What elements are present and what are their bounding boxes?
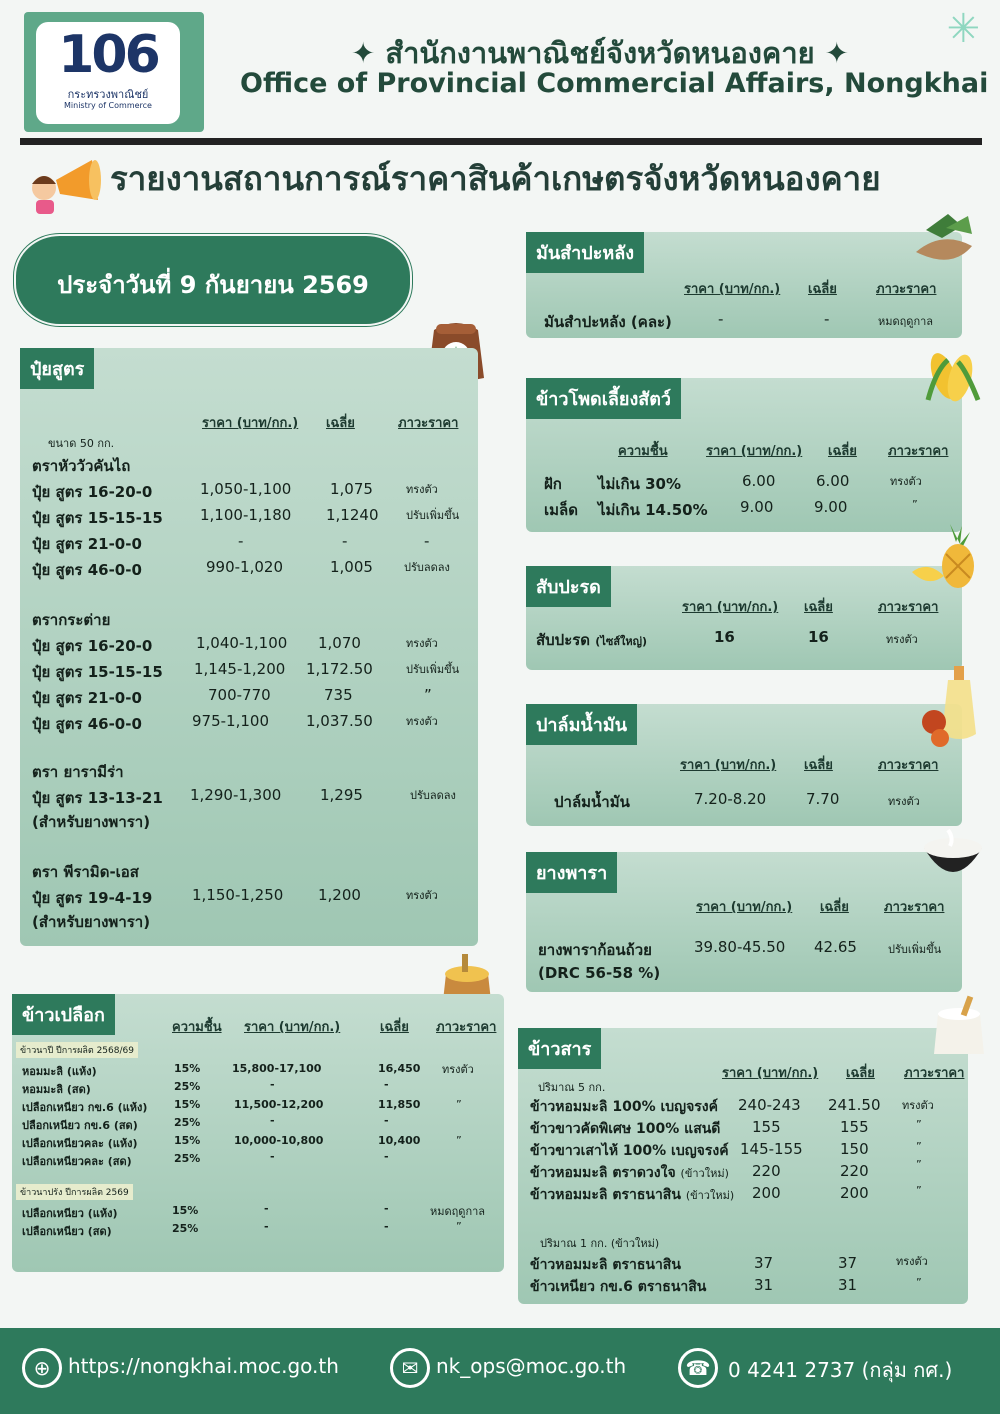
report-title: รายงานสถานการณ์ราคาสินค้าเกษตรจังหวัดหนองคาย [110,159,881,198]
row-item: ปุ๋ย สูตร 15-15-15 [32,509,163,527]
row-trend: ปรับลดลง [410,789,456,802]
row-item-main: ข้าวหอมมะลิ ตราธนาสิน [530,1187,681,1203]
header-average: เฉลี่ย [808,282,837,297]
row-trend: ” [456,1134,462,1147]
header-average: เฉลี่ย [828,444,857,459]
header-average: เฉลี่ย [846,1066,875,1081]
row-item: ข้าวขาวเสาไห้ 100% เบญจรงค์ [530,1143,729,1159]
row-trend: ” [456,1098,462,1111]
row-trend: ” [916,1118,922,1131]
row-moisture: 15% [174,1098,201,1111]
header-moisture: ความชื้น [172,1020,222,1035]
row-item: ข้าวขาวคัดพิเศษ 100% แสนดี [530,1121,721,1137]
row-item: ปุ๋ย สูตร 16-20-0 [32,483,153,501]
row-trend: ทรงตัว [888,795,920,808]
row-average: - [824,310,830,328]
quantity-note: ปริมาณ 1 กก. (ข้าวใหม่) [540,1237,660,1250]
row-trend: ” [916,1158,922,1171]
row-trend: - [424,532,430,550]
row-trend: ทรงตัว [896,1255,928,1268]
row-price: 9.00 [740,498,774,516]
row-item: ปุ๋ย สูตร 46-0-0 [32,715,142,733]
footer [0,1328,1000,1414]
row-moisture: 15% [174,1134,201,1147]
row-price: 7.20-8.20 [694,790,767,808]
row-item [536,628,647,652]
row-trend: ทรงตัว [406,889,438,902]
row-average: 200 [840,1184,869,1202]
row-average: 1,037.50 [306,712,373,730]
header-price: ราคา (บาท/กก.) [722,1066,819,1081]
row-item: เปลือกเหนียว (สด) [22,1225,112,1238]
row-item: ข้าวเหนียว กข.6 ตราธนาสิน [530,1279,707,1295]
row-price: 15,800-17,100 [232,1062,322,1075]
row-average: 1,1240 [326,506,379,524]
quantity-note: ปริมาณ 5 กก. [538,1081,606,1094]
email-link[interactable]: nk_ops@moc.go.th [436,1354,627,1378]
row-average: 1,075 [330,480,373,498]
row-average: 1,200 [318,886,361,904]
row-trend: หมดฤดูกาล [878,315,934,328]
header-average: เฉลี่ย [820,900,849,915]
row-average: 10,400 [378,1134,421,1147]
cassava-title: มันสำปะหลัง [526,232,644,273]
row-trend: ปรับเพิ่มขึ้น [406,509,460,522]
corn-title: ข้าวโพดเลี้ยงสัตว์ [526,378,681,419]
brand-name: ตราหัววัวคันไถ [32,457,131,475]
latex-bowl-icon [918,826,988,892]
header-trend: ภาวะราคา [876,282,937,297]
row-price: 16 [714,628,735,646]
phone-number[interactable]: 0 4241 2737 (กลุ่ม กศ.) [728,1358,953,1382]
row-moisture: 15% [174,1062,201,1075]
row-price: 990-1,020 [206,558,283,576]
logo-ministry-en: Ministry of Commerce [64,101,152,110]
row-average: 1,005 [330,558,373,576]
row-price: - [270,1150,275,1163]
row-trend: ” [916,1184,922,1197]
row-average: 7.70 [806,790,840,808]
row-moisture: 25% [172,1222,199,1235]
paddy-title: ข้าวเปลือก [12,994,115,1035]
brand-name: ตรา พีรามิด-เอส [32,863,139,881]
rubber-title: ยางพารา [526,852,617,893]
row-item: ปุ๋ย สูตร 21-0-0 [32,689,142,707]
globe-icon: ⊕ [22,1348,62,1388]
row-item: ปุ๋ย สูตร 21-0-0 [32,535,142,553]
row-item: ปุ๋ย สูตร 15-15-15 [32,663,163,681]
header-trend: ภาวะราคา [904,1066,965,1081]
header-price: ราคา (บาท/กก.) [244,1020,341,1035]
office-name-thai: ✦ สำนักงานพาณิชย์จังหวัดหนองคาย ✦ [351,36,849,70]
palm-oil-title: ปาล์มน้ำมัน [526,704,637,745]
row-average: 6.00 [816,472,850,490]
row-trend: ทรงตัว [406,483,438,496]
header-trend: ภาวะราคา [878,758,939,773]
brand-name: ตรากระต่าย [32,611,111,629]
row-price: - [264,1202,269,1215]
fertilizer-title: ปุ๋ยสูตร [20,348,94,389]
size-note: ขนาด 50 กก. [48,437,115,450]
row-average: 9.00 [814,498,848,516]
row-average: 37 [838,1254,858,1272]
row-item: ปุ๋ย สูตร 19-4-19 [32,889,153,907]
corn-icon [918,340,984,410]
row-trend: ทรงตัว [902,1099,934,1112]
row-average: 155 [840,1118,869,1136]
row-item-note: (ข้าวใหม่) [685,1189,735,1202]
row-trend: ” [456,1220,462,1233]
season-note: ข้าวนาปรัง ปีการผลิต 2569 [16,1184,133,1200]
row-price: 11,500-12,200 [234,1098,324,1111]
season-note: ข้าวนาปี ปีการผลิต 2568/69 [16,1042,138,1058]
row-price: - [718,310,724,328]
logo-number: 106 [58,25,158,85]
row-item: หอมมะลิ (สด) [22,1083,91,1096]
row-trend: ปรับเพิ่มขึ้น [888,943,942,956]
milled-rice-title: ข้าวสาร [518,1028,601,1069]
rice-bag-icon [928,994,990,1060]
row-price: 1,150-1,250 [192,886,284,904]
row-average: 220 [840,1162,869,1180]
row-item [530,1162,729,1184]
header-trend: ภาวะราคา [436,1020,497,1035]
row-price: - [238,532,244,550]
row-average: - [384,1202,389,1215]
website-link[interactable]: https://nongkhai.moc.go.th [68,1354,339,1378]
row-price: 1,050-1,100 [200,480,292,498]
header-average: เฉลี่ย [804,600,833,615]
row-trend: ทรงตัว [406,715,438,728]
row-average: - [384,1220,389,1233]
row-trend: ทรงตัว [406,637,438,650]
row-trend: ปรับเพิ่มขึ้น [406,663,460,676]
row-price: 1,145-1,200 [194,660,286,678]
row-average: - [384,1078,389,1091]
row-price: 975-1,100 [192,712,269,730]
row-trend: ทรงตัว [890,475,922,488]
row-moisture: 25% [174,1116,201,1129]
row-price: 39.80-45.50 [694,938,786,956]
row-item: ปาล์มน้ำมัน [554,793,630,811]
megaphone-icon [26,150,106,216]
row-moisture: ไม่เกิน 30% [598,475,682,493]
row-price: 155 [752,1118,781,1136]
fertilizer-panel [20,348,478,946]
row-item-note: (สำหรับยางพารา) [32,913,151,931]
row-price: 1,040-1,100 [196,634,288,652]
row-item: หอมมะลิ (แห้ง) [22,1065,97,1078]
row-price: 6.00 [742,472,776,490]
row-average: 16 [808,628,829,646]
report-date: ประจำวันที่ 9 กันยายน 2569 [57,271,369,299]
row-item: เปลือกเหนียวคละ (แห้ง) [22,1137,138,1150]
row-item: เปลือกเหนียว (แห้ง) [22,1207,118,1220]
row-item: ฝัก [544,475,562,493]
row-moisture: 25% [174,1152,201,1165]
row-price: 37 [754,1254,774,1272]
pineapple-icon [910,520,980,594]
header-trend: ภาวะราคา [398,416,459,431]
header-price: ราคา (บาท/กก.) [684,282,781,297]
phone-icon: ☎ [678,1348,718,1388]
row-item: ยางพาราก้อนถ้วย [538,941,652,959]
row-price: 1,290-1,300 [190,786,282,804]
header-average: เฉลี่ย [380,1020,409,1035]
header-average: เฉลี่ย [326,416,355,431]
row-item-note: (ข้าวใหม่) [680,1167,729,1180]
header-average: เฉลี่ย [804,758,833,773]
row-item: มันสำปะหลัง (คละ) [544,313,672,331]
row-item-note: (DRC 56-58 %) [538,964,661,982]
row-price: 1,100-1,180 [200,506,292,524]
row-average: - [384,1150,389,1163]
row-moisture: 15% [172,1204,199,1217]
row-average: 1,070 [318,634,361,652]
header-trend: ภาวะราคา [888,444,949,459]
row-item-note: (สำหรับยางพารา) [32,813,151,831]
header-price: ราคา (บาท/กก.) [682,600,779,615]
row-item: ปลือกเหนียว กข.6 (สด) [22,1119,138,1132]
row-item-main: สับปะรด [536,631,591,649]
header-moisture: ความชื้น [618,444,668,459]
milled-rice-panel [518,1028,968,1304]
row-average: - [342,532,348,550]
corn-panel [526,378,962,532]
header-price: ราคา (บาท/กก.) [680,758,777,773]
pineapple-title: สับปะรด [526,566,611,607]
row-price: 10,000-10,800 [234,1134,324,1147]
row-average: 31 [838,1276,858,1294]
row-item: ข้าวหอมมะลิ ตราธนาสิน [530,1257,681,1273]
logo-ministry-th: กระทรวงพาณิชย์ [67,88,149,101]
header-trend: ภาวะราคา [884,900,945,915]
row-average: 735 [324,686,353,704]
row-item: เปลือกเหนียวคละ (สด) [22,1155,132,1168]
row-average: 150 [840,1140,869,1158]
row-trend: หมดฤดูกาล [430,1205,486,1218]
row-trend: ทรงตัว [442,1063,474,1076]
row-price: 700-770 [208,686,271,704]
palm-oil-icon [918,664,982,752]
row-trend: ” [912,498,918,511]
row-price: 240-243 [738,1096,801,1114]
row-item: ปุ๋ย สูตร 46-0-0 [32,561,142,579]
row-price: 200 [752,1184,781,1202]
report-date-badge [16,236,410,324]
row-moisture: 25% [174,1080,201,1093]
header-divider [20,138,982,145]
row-item-note: (ไซส์ใหญ่) [595,635,648,648]
row-item [530,1184,734,1206]
palm-oil-panel [526,704,962,826]
pineapple-panel [526,566,962,670]
paddy-panel [12,994,504,1272]
row-price: 220 [752,1162,781,1180]
rubber-panel [526,852,962,992]
header-price: ราคา (บาท/กก.) [202,416,299,431]
row-average: 11,850 [378,1098,421,1111]
row-trend: ” [916,1140,922,1153]
row-price: - [270,1114,275,1127]
office-name-english: Office of Provincial Commercial Affairs, Nongkhai [240,68,989,99]
brand-name: ตรา ยารามีร่า [32,763,124,781]
cassava-panel [526,232,962,338]
row-trend: ” [424,686,432,704]
cassava-icon [912,208,978,274]
row-item: เมล็ด [544,501,578,519]
row-trend: ทรงตัว [886,633,918,646]
row-price: 145-155 [740,1140,803,1158]
header-trend: ภาวะราคา [878,600,939,615]
row-trend: ปรับลดลง [404,561,450,574]
sparkle-icon: ✳ [946,6,980,52]
row-average: 1,295 [320,786,363,804]
row-price: - [270,1078,275,1091]
header-price: ราคา (บาท/กก.) [706,444,803,459]
row-item: ปุ๋ย สูตร 16-20-0 [32,637,153,655]
row-average: 1,172.50 [306,660,373,678]
ministry-logo [24,12,204,132]
row-average: 241.50 [828,1096,881,1114]
mail-icon: ✉ [390,1348,430,1388]
row-moisture: ไม่เกิน 14.50% [598,501,708,519]
row-item: ข้าวหอมมะลิ 100% เบญจรงค์ [530,1099,719,1115]
row-average: 42.65 [814,938,857,956]
header-price: ราคา (บาท/กก.) [696,900,793,915]
row-price: 31 [754,1276,774,1294]
row-trend: ” [916,1276,922,1289]
row-item-main: ข้าวหอมมะลิ ตราดวงใจ [530,1165,676,1181]
row-average: 16,450 [378,1062,421,1075]
row-item: ปุ๋ย สูตร 13-13-21 [32,789,163,807]
row-average: - [384,1114,389,1127]
row-price: - [264,1220,269,1233]
row-item: เปลือกเหนียว กข.6 (แห้ง) [22,1101,148,1114]
